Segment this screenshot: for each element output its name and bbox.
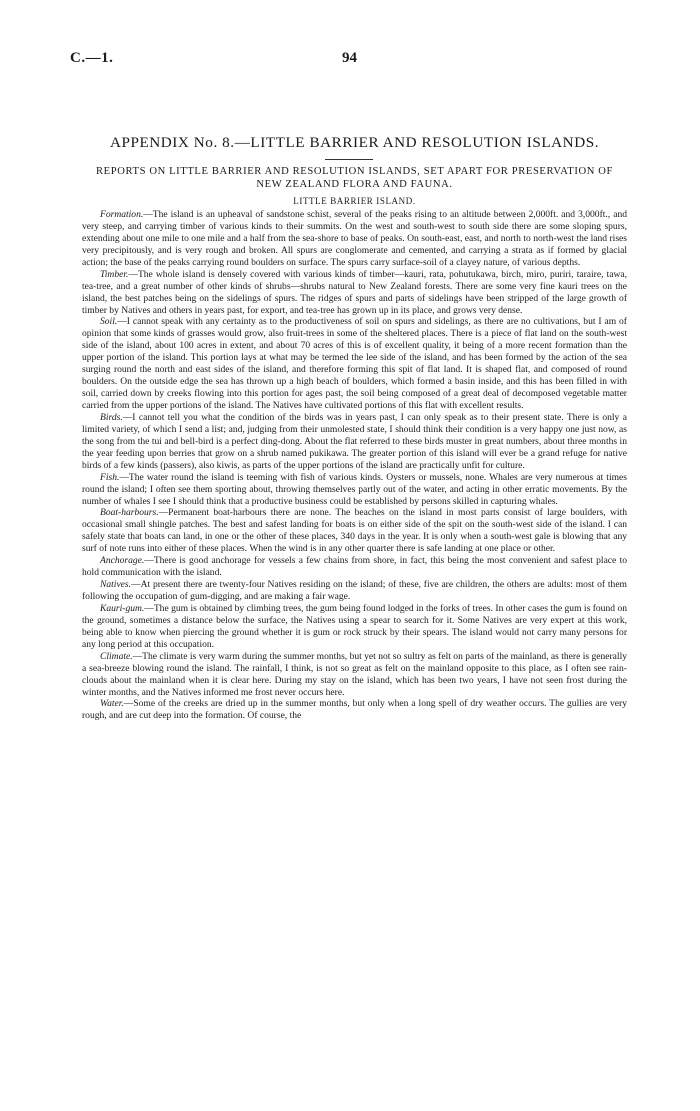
paragraph-heading: Soil.: [100, 316, 118, 328]
paragraph-soil: [82, 316, 627, 412]
paragraph-birds: [82, 412, 627, 472]
paragraph-text: —At present there are twenty-four Natives residing on the island; of these, five are children, the others are adults: most of them following the occupation of gum-digging, and are making a fair wage.: [82, 579, 627, 602]
paragraph-heading: Boat-harbours.: [100, 507, 159, 519]
paragraph-heading: Timber.: [100, 268, 129, 280]
paragraph-formation: [82, 209, 627, 269]
paragraph-text: —I cannot speak with any certainty as to the productiveness of soil on spurs and sidelings, as there are no cultivations, but I am of opinion that some kinds of grasses would grow, also fruit-trees in some of the sheltered places. There is a piece of flat land on the south-west side of the island, about 100 acres in extent, and about 70 acres of this is of excellent quality, it being of a more recent formation than the upper portion of the island. This portion lays at what may be termed the lee side of the island, and has been formed by the action of the sea surging round the north and east sides of the island, and therefore forming this spit of flat land. It is shaped flat, and composed of round boulders. On the outside edge the sea has thrown up a high beach of boulders, which formed a basin inside, and this has been filled in with soil, carried down by creeks flowing into this portion for ages past, the soil being composed of a great deal of decomposed vegetable matter carried from the upper portions of the island. The Natives have cultivated portions of this flat with excellent results.: [82, 316, 627, 411]
paragraph-text: —The island is an upheaval of sandstone schist, several of the peaks rising to an altitude between 2,000ft. and 3,000ft., and very steep, and carrying timber of various kinds to their summits. On the west and south-west to south side there are some sloping spurs, extending about one mile to one mile and a half from the sea-shore to base of peaks. On south-east, east, and north to north-west the land rises very precipitously, and is very rough and broken. All spurs are conglomerate and cemented, and carrying a strata as if formed by glacial action; the base of the peaks carrying round boulders on surface. The spurs carry surface-soil of a clayey nature, of various depths.: [82, 209, 627, 268]
paragraph-heading: Natives.: [100, 579, 132, 591]
paragraph-kauri-gum: [82, 603, 627, 651]
paragraph-heading: Formation.: [100, 209, 144, 220]
reports-title: REPORTS ON LITTLE BARRIER AND RESOLUTION ISLANDS, SET APART FOR PRESERVATION OF NEW ZEALAND FLORA AND FAUNA.: [96, 166, 613, 190]
paragraph-heading: Water.: [100, 698, 124, 710]
paragraph-heading: Anchorage.: [100, 555, 145, 567]
section-title: LITTLE BARRIER ISLAND.: [293, 196, 416, 206]
paragraph-anchorage: [82, 555, 627, 579]
paragraph-text: —The gum is obtained by climbing trees, the gum being found lodged in the forks of trees. In other cases the gum is found on the ground, sometimes a distance below the surface, the Natives using a spear to search for it. Some Natives are very expert at this work, being able to know when piercing the ground whether it is gum or rock struck by their spears. The island would not carry many persons for any long period at this occupation.: [82, 602, 627, 650]
paragraph-text: —The climate is very warm during the summer months, but yet not so sultry as felt on parts of the mainland, as there is generally a sea-breeze blowing round the island. The rainfall, I think, is not so great as felt on the mainland opposite to this place, as I often see rain-clouds about the mainland when it is clear here. During my stay on the island, which has been two years, I have not seen frost during the winter months, and the Natives informed me frost never occurs here.: [82, 650, 627, 698]
paragraph-heading: Kauri-gum.: [100, 602, 145, 614]
paragraph-text: —I cannot tell you what the condition of the birds was in years past, I can only speak as to their present state. There is only a limited variety, of which I send a list; and, judging from their unmolested state, I should think their condition is a very happy one just now, as the song from the tui and bell-bird is a perfect ding-dong. About the flat referred to these birds muster in great numbers, about three months in the year feeding upon berries that grow on a shrub named pukikawa. The greater portion of this island will ever be a grand refuge for native birds of a few kinds (passers), also kiwis, as parts of the upper portions of the island are practically unfit for culture.: [82, 411, 627, 471]
paragraph-heading: Climate.: [100, 650, 133, 662]
paragraph-water: [82, 698, 627, 722]
page-number: 94: [342, 50, 357, 66]
title-divider: [325, 159, 373, 160]
paragraph-boat-harbours: [82, 507, 627, 555]
paragraph-timber: [82, 269, 627, 317]
paragraph-text: —Permanent boat-harbours there are none. The beaches on the island in most parts consist of large boulders, with occasional small shingle patches. The best and safest landing for boats is on either side of the spit on the south-west side of the island. I can safely state that boats can land, in one or the other of these places, 340 days in the year. It is only when a south-west gale is blowing that any surf of note runs into either of these places. When the wind is in any other quarter there is safe landing at one place or other.: [82, 507, 627, 555]
paragraph-text: —Some of the creeks are dried up in the summer months, but only when a long spell of dry weather occurs. The gullies are very rough, and are cut deep into the formation. Of course, the: [82, 698, 627, 722]
running-header: [70, 50, 630, 70]
paragraph-heading: Fish.: [100, 471, 120, 483]
body-text: [82, 209, 627, 722]
paragraph-fish: [82, 472, 627, 508]
paragraph-text: —The water round the island is teeming with fish of various kinds. Oysters or mussels, none. Whales are very numerous at times round the island; I often see them sporting about, throwing themselves partly out of the water, and acting in other erratic movements. By the number of whales I see I should think that a productive business could be established by persons skilled in capturing whales.: [82, 471, 627, 507]
document-code: C.—1.: [70, 50, 114, 66]
appendix-title: APPENDIX No. 8.—LITTLE BARRIER AND RESOLUTION ISLANDS.: [109, 134, 600, 151]
paragraph-text: —There is good anchorage for vessels a few chains from shore, in fact, this being the most convenient and safest place to hold communication with the island.: [82, 555, 627, 579]
paragraph-natives: [82, 579, 627, 603]
paragraph-heading: Birds.: [100, 411, 123, 423]
paragraph-text: —The whole island is densely covered with various kinds of timber—kauri, rata, pohutukawa, birch, miro, puriri, taraire, tawa, tea-tree, and a great number of other kinds of shrubs—shrubs natural to New Zealand forests. There are some very fine kauri trees on the island, the best patches being on the sidelings of spurs. The ridges of spurs and parts of sidelings have been stripped of the large growth of timber by Natives and others in years past, for export, and tea-tree has grown up in its place, and grows very dense.: [82, 268, 627, 316]
paragraph-climate: [82, 651, 627, 699]
